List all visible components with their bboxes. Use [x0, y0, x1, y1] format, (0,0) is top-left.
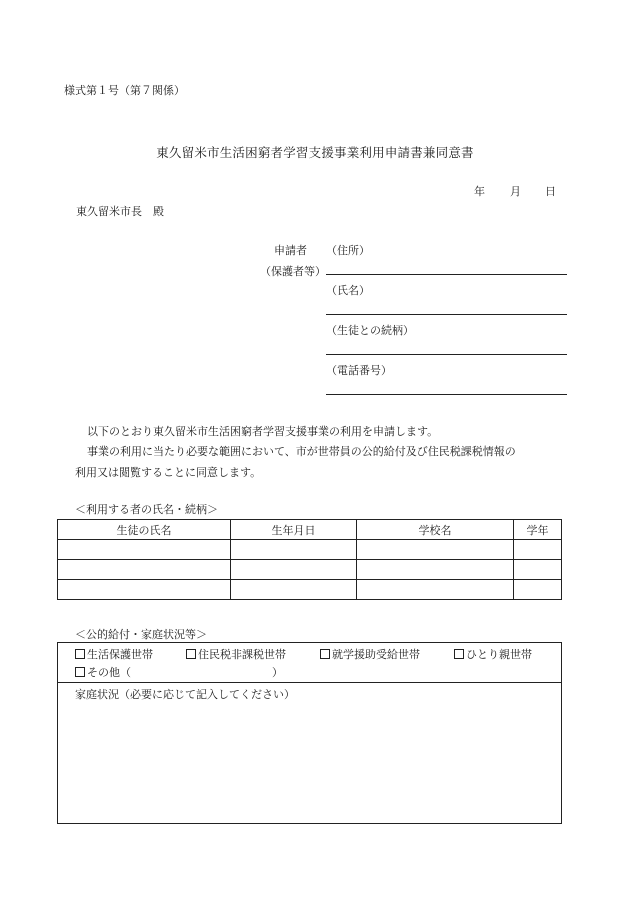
phone-label: （電話番号） [326, 364, 392, 377]
applicant-sublabel: （保護者等） [260, 265, 326, 278]
column-header-grade: 学年 [514, 520, 562, 540]
cell-school[interactable] [357, 580, 514, 600]
checkbox-icon [320, 649, 330, 659]
checkbox-other[interactable] [75, 664, 131, 680]
cell-student-name[interactable] [58, 580, 231, 600]
relationship-label: （生徒との続柄） [326, 324, 414, 337]
checkbox-icon [75, 667, 85, 677]
table-row [58, 560, 562, 580]
cell-student-name[interactable] [58, 560, 231, 580]
checkbox-icon [186, 649, 196, 659]
checkbox-tax-exempt-household[interactable] [186, 646, 286, 662]
cell-school[interactable] [357, 560, 514, 580]
table-header-row [58, 520, 562, 540]
page-title: 東久留米市生活困窮者学習支援事業利用申請書兼同意書 [156, 145, 474, 160]
checkbox-school-aid-household[interactable] [320, 646, 420, 662]
checkbox-label: 住民税非課税世帯 [198, 648, 286, 661]
cell-grade[interactable] [514, 540, 562, 560]
address-label: （住所） [326, 244, 370, 257]
name-label: （氏名） [326, 284, 370, 297]
addressee: 東久留米市長 殿 [76, 205, 164, 218]
column-header-school: 学校名 [357, 520, 514, 540]
form-number: 様式第１号（第７関係） [64, 84, 185, 97]
table-row [58, 580, 562, 600]
cell-student-name[interactable] [58, 540, 231, 560]
column-header-birthdate: 生年月日 [231, 520, 357, 540]
family-situation-label: 家庭状況（必要に応じて記入してください） [75, 688, 295, 701]
checkbox-icon [75, 649, 85, 659]
address-underline [326, 274, 567, 275]
date-day-label: 日 [545, 185, 556, 198]
column-header-student-name: 生徒の氏名 [58, 520, 231, 540]
cell-grade[interactable] [514, 580, 562, 600]
users-section-heading: ＜利用する者の氏名・続柄＞ [75, 503, 218, 516]
checkbox-label: 就学援助受給世帯 [332, 648, 420, 661]
other-detail-field[interactable] [138, 664, 268, 678]
cell-birthdate[interactable] [231, 560, 357, 580]
checkbox-icon [454, 649, 464, 659]
date-year-label: 年 [474, 185, 485, 198]
phone-underline [326, 394, 567, 395]
table-row [58, 540, 562, 560]
checkbox-label: その他（ [87, 666, 131, 679]
body-paragraph-1: 以下のとおり東久留米市生活困窮者学習支援事業の利用を申請します。 [87, 425, 439, 438]
cell-grade[interactable] [514, 560, 562, 580]
family-situation-field[interactable] [75, 704, 555, 816]
cell-birthdate[interactable] [231, 580, 357, 600]
applicant-label: 申請者 [274, 244, 307, 257]
other-close-paren: ） [272, 666, 283, 679]
checkbox-label: 生活保護世帯 [87, 648, 153, 661]
checkbox-label: ひとり親世帯 [466, 648, 532, 661]
address-field[interactable] [330, 259, 560, 273]
body-paragraph-2-line-2: 利用又は閲覧することに同意します。 [75, 466, 262, 479]
users-table [57, 519, 562, 600]
relationship-field[interactable] [330, 339, 560, 353]
name-underline [326, 314, 567, 315]
checkbox-single-parent-household[interactable] [454, 646, 532, 662]
cell-birthdate[interactable] [231, 540, 357, 560]
relationship-underline [326, 354, 567, 355]
body-paragraph-2-line-1: 事業の利用に当たり必要な範囲において、市が世帯員の公的給付及び住民税課税情報の [87, 445, 516, 458]
name-field[interactable] [330, 299, 560, 313]
benefits-divider [57, 682, 561, 683]
benefits-section-heading: ＜公的給付・家庭状況等＞ [75, 628, 207, 641]
checkbox-welfare-household[interactable] [75, 646, 153, 662]
phone-field[interactable] [330, 379, 560, 393]
cell-school[interactable] [357, 540, 514, 560]
date-month-label: 月 [510, 185, 521, 198]
